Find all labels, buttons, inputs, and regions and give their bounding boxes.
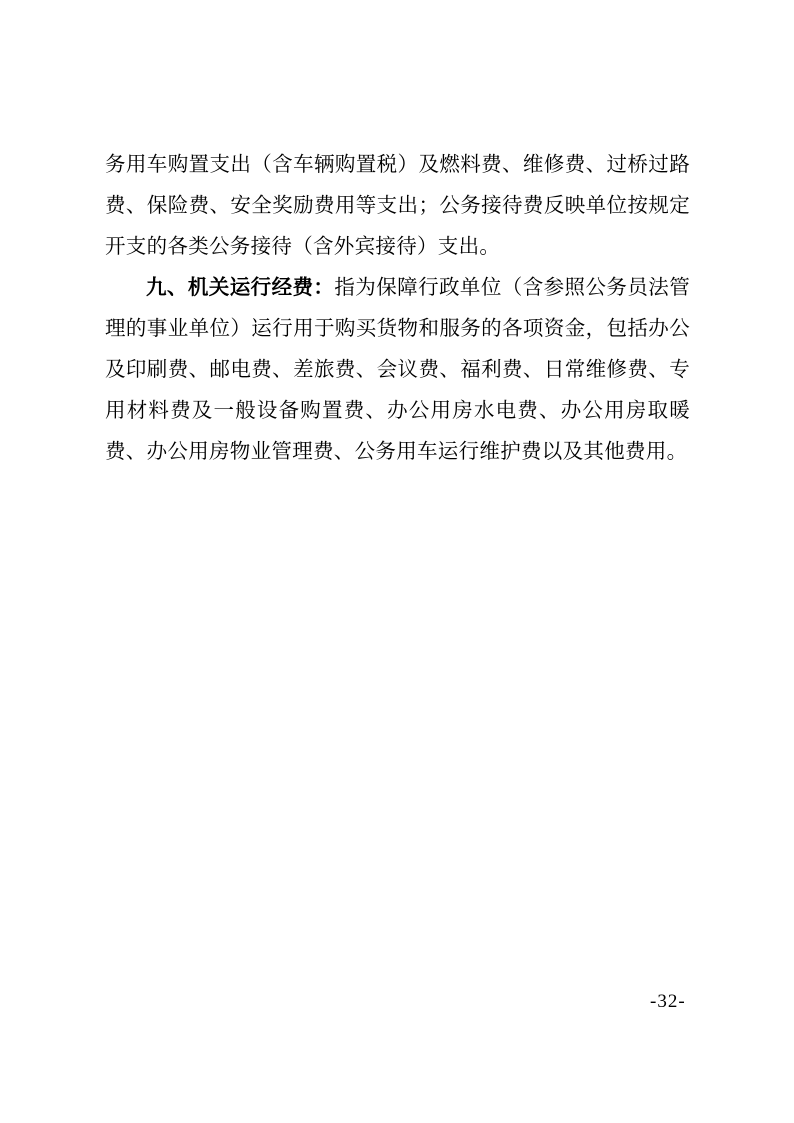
paragraph-vehicle-and-reception-expenses: 务用车购置支出（含车辆购置税）及燃料费、维修费、过桥过路费、保险费、安全奖励费用等支出；公务接待费反映单位按规定开支的各类公务接待（含外宾接待）支出。 (105, 154, 690, 258)
paragraph-agency-operating-funds (105, 268, 690, 473)
page-number: -32- (650, 991, 686, 1012)
text-block (105, 145, 690, 473)
paragraph-body-text: 指为保障行政单位（含参照公务员法管理的事业单位）运行用于购买货物和服务的各项资金，包括办公及印刷费、邮电费、差旅费、会议费、福利费、日常维修费、专用材料费及一般设备购置费、办公用房水电费、办公用房取暖费、办公用房物业管理费、公务用车运行维护费以及其他费用。 (105, 277, 690, 463)
paragraph-heading-bold: 九、机关运行经费： (146, 277, 335, 299)
